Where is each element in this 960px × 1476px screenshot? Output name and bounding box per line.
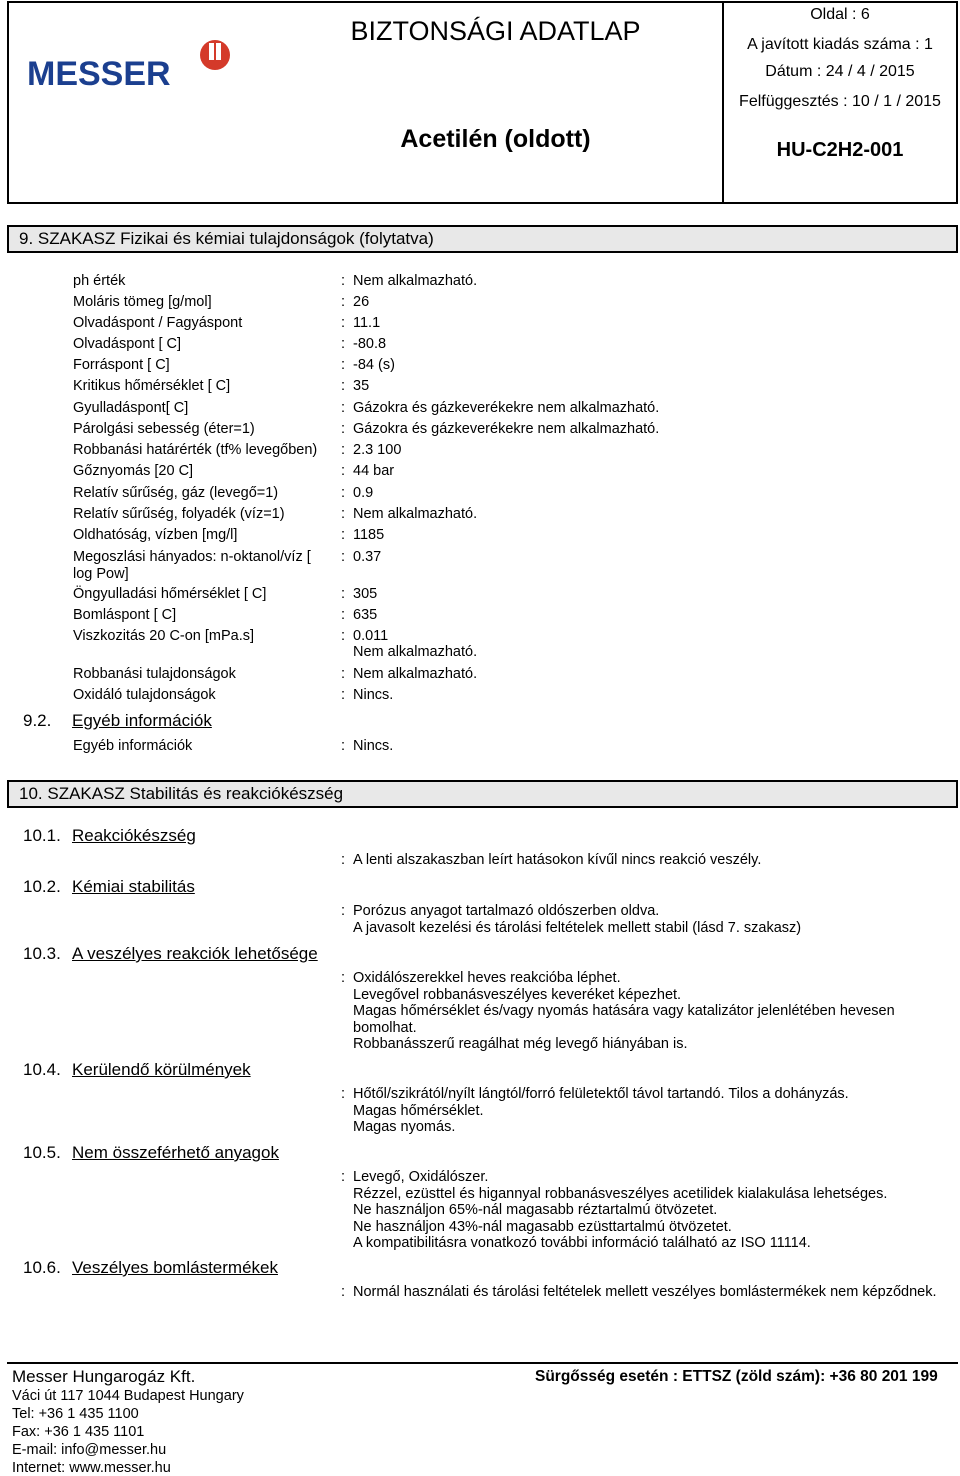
prop-label: Egyéb információk: [73, 738, 193, 754]
prop-value: Nem alkalmazható.: [353, 273, 478, 289]
prop-colon: :: [341, 687, 346, 703]
revision-number: A javított kiadás száma : 1: [747, 36, 933, 53]
prop-label: Robbanási tulajdonságok: [73, 666, 236, 682]
prop-label: Moláris tömeg [g/mol]: [73, 294, 212, 310]
prop-label: Forráspont [ C]: [73, 357, 170, 373]
document-code: HU-C2H2-001: [776, 139, 904, 161]
prop-value: 305: [353, 586, 378, 602]
page-number: Oldal : 6: [810, 6, 870, 23]
prop-value: 2.3 100: [353, 442, 402, 458]
supersedes-date: Felfüggesztés : 10 / 1 / 2015: [739, 93, 941, 110]
footer-emergency: Sürgősség esetén : ETTSZ (zöld szám): +36 80 201 199: [535, 1368, 938, 1385]
prop-value: 1185: [353, 527, 385, 543]
subsection-title: Egyéb információk: [72, 711, 212, 730]
incompatible-line: Levegő, Oxidálószer.: [353, 1169, 489, 1185]
prop-label: ph érték: [73, 273, 126, 289]
prop-label: Olvadáspont / Fagyáspont: [73, 315, 243, 331]
conditions-colon: :: [341, 1086, 346, 1102]
subsection-title: Kerülendő körülmények: [72, 1060, 251, 1079]
subsection-10-4-title: [23, 1060, 251, 1080]
prop-value: -84 (s): [353, 357, 395, 373]
conditions-line: Magas hőmérséklet.: [353, 1102, 484, 1119]
prop-colon: :: [341, 628, 346, 644]
incompatible-line: Ne használjon 65%-nál magasabb réztartalmú ötvözetet.: [353, 1202, 718, 1218]
subsection-number: 10.6.: [23, 1258, 61, 1277]
footer-divider: [7, 1362, 958, 1364]
conditions-line: Hőtől/szikrától/nyílt lángtól/forró felületektől távol tartandó. Tilos a dohányzás.: [353, 1086, 849, 1102]
prop-colon: :: [341, 549, 346, 565]
hazardous-reactions-line: Levegővel robbanásveszélyes keveréket képezhet.: [353, 986, 682, 1003]
prop-label: Oldhatóság, vízben [mg/l]: [73, 527, 238, 543]
prop-label: Viszkozitás 20 C-on [mPa.s]: [73, 628, 255, 644]
prop-label: Kritikus hőmérséklet [ C]: [73, 378, 231, 394]
footer-email[interactable]: E-mail: info@messer.hu: [12, 1442, 167, 1458]
prop-value: 44 bar: [353, 463, 395, 479]
prop-colon: :: [341, 315, 346, 331]
prop-label: Relatív sűrűség, gáz (levegő=1): [73, 485, 279, 501]
prop-label: Öngyulladási hőmérséklet [ C]: [73, 586, 267, 602]
subsection-9-2-title: [23, 711, 212, 731]
logo-text: MESSER: [27, 55, 171, 89]
hazardous-reactions-line: Oxidálószerekkel heves reakcióba léphet.: [353, 970, 621, 986]
subsection-title: Kémiai stabilitás: [72, 877, 195, 896]
decomposition-colon: :: [341, 1284, 346, 1300]
prop-value: Nincs.: [353, 738, 394, 754]
prop-value-cont: Nem alkalmazható.: [353, 644, 478, 660]
reaction-colon: :: [341, 852, 346, 868]
prop-label: Megoszlási hányados: n-oktanol/víz [: [73, 549, 311, 565]
subsection-title: Nem összeférhető anyagok: [72, 1143, 279, 1162]
subsection-title: A veszélyes reakciók lehetősége: [72, 944, 318, 963]
incompatible-line: Rézzel, ezüsttel és higannyal robbanásveszélyes acetilidek kialakulása lehetséges.: [353, 1185, 888, 1202]
footer-address: Váci út 117 1044 Budapest Hungary: [12, 1388, 244, 1404]
product-name: Acetilén (oldott): [400, 125, 591, 153]
subsection-number: 10.3.: [23, 944, 61, 963]
prop-value: 0.9: [353, 485, 374, 501]
prop-label-cont: log Pow]: [73, 566, 129, 582]
prop-label: Bomláspont [ C]: [73, 607, 177, 623]
prop-label: Relatív sűrűség, folyadék (víz=1): [73, 506, 285, 522]
prop-colon: :: [341, 607, 346, 623]
prop-value: Gázokra és gázkeverékekre nem alkalmazható.: [353, 421, 660, 437]
footer-fax: Fax: +36 1 435 1101: [12, 1424, 145, 1440]
prop-colon: :: [341, 336, 346, 352]
prop-colon: :: [341, 666, 346, 682]
subsection-10-5-title: [23, 1143, 279, 1163]
subsection-number: 9.2.: [23, 711, 52, 730]
subsection-title: Veszélyes bomlástermékek: [72, 1258, 278, 1277]
prop-colon: :: [341, 273, 346, 289]
prop-value: 635: [353, 607, 378, 623]
hazardous-reactions-line: Magas hőmérséklet és/vagy nyomás hatására vagy katalizátor jelenlétében hevesen: [353, 1003, 895, 1019]
prop-value: Nincs.: [353, 687, 394, 703]
prop-colon: :: [341, 485, 346, 501]
prop-value: Nem alkalmazható.: [353, 666, 478, 682]
hazardous-reactions-line: Robbanásszerű reagálhat még levegő hiányában is.: [353, 1036, 688, 1052]
prop-colon: :: [341, 442, 346, 458]
stability-line: Porózus anyagot tartalmazó oldószerben oldva.: [353, 903, 660, 919]
section-9-title: 9. SZAKASZ Fizikai és kémiai tulajdonságok (folytatva): [7, 225, 958, 253]
incompatible-colon: :: [341, 1169, 346, 1185]
subsection-number: 10.5.: [23, 1143, 61, 1162]
footer-tel: Tel: +36 1 435 1100: [12, 1406, 139, 1422]
hazardous-reactions-colon: :: [341, 970, 346, 986]
footer-internet[interactable]: Internet: www.messer.hu: [12, 1460, 171, 1476]
prop-label: Párolgási sebesség (éter=1): [73, 421, 255, 437]
prop-value: 0.011: [353, 628, 389, 644]
prop-colon: :: [341, 378, 346, 394]
subsection-10-6-title: [23, 1258, 278, 1278]
subsection-10-1-title: [23, 826, 196, 846]
conditions-line: Magas nyomás.: [353, 1119, 456, 1135]
prop-label: Robbanási határérték (tf% levegőben): [73, 442, 318, 458]
incompatible-line: Ne használjon 43%-nál magasabb ezüsttartalmú ötvözetet.: [353, 1218, 732, 1235]
subsection-10-3-title: [23, 944, 318, 964]
stability-colon: :: [341, 903, 346, 919]
prop-value: -80.8: [353, 336, 387, 352]
subsection-number: 10.2.: [23, 877, 61, 896]
prop-colon: :: [341, 421, 346, 437]
prop-value: Gázokra és gázkeverékekre nem alkalmazható.: [353, 400, 660, 416]
incompatible-line: A kompatibilitásra vonatkozó további információ található az ISO 11114.: [353, 1235, 811, 1251]
prop-colon: :: [341, 463, 346, 479]
reaction-line: A lenti alszakaszban leírt hatásokon kívűl nincs reakció veszély.: [353, 852, 762, 868]
prop-colon: :: [341, 294, 346, 310]
prop-value: 11.1: [353, 315, 381, 331]
hazardous-reactions-line: bomolhat.: [353, 1019, 417, 1036]
prop-label: Gőznyomás [20 C]: [73, 463, 194, 479]
document-title: BIZTONSÁGI ADATLAP: [350, 16, 641, 46]
subsection-number: 10.1.: [23, 826, 61, 845]
decomposition-line: Normál használati és tárolási feltételek mellett veszélyes bomlástermékek nem képződnek.: [353, 1284, 937, 1300]
prop-colon: :: [341, 738, 346, 754]
prop-colon: :: [341, 506, 346, 522]
prop-colon: :: [341, 400, 346, 416]
subsection-10-2-title: [23, 877, 195, 897]
prop-label: Gyulladáspont[ C]: [73, 400, 189, 416]
prop-value: 35: [353, 378, 370, 394]
issue-date: Dátum : 24 / 4 / 2015: [765, 63, 915, 80]
section-10-title: 10. SZAKASZ Stabilitás és reakciókészség: [7, 780, 958, 808]
subsection-number: 10.4.: [23, 1060, 61, 1079]
prop-colon: :: [341, 527, 346, 543]
footer-company: Messer Hungarogáz Kft.: [12, 1367, 196, 1386]
prop-value: 26: [353, 294, 370, 310]
messer-logo-icon: [27, 37, 237, 89]
prop-label: Olvadáspont [ C]: [73, 336, 181, 352]
messer-logo: [27, 37, 237, 89]
stability-line: A javasolt kezelési és tárolási feltételek mellett stabil (lásd 7. szakasz): [353, 919, 802, 936]
prop-colon: :: [341, 586, 346, 602]
prop-value: Nem alkalmazható.: [353, 506, 478, 522]
prop-colon: :: [341, 357, 346, 373]
prop-label: Oxidáló tulajdonságok: [73, 687, 216, 703]
subsection-title: Reakciókészség: [72, 826, 196, 845]
prop-value: 0.37: [353, 549, 382, 565]
